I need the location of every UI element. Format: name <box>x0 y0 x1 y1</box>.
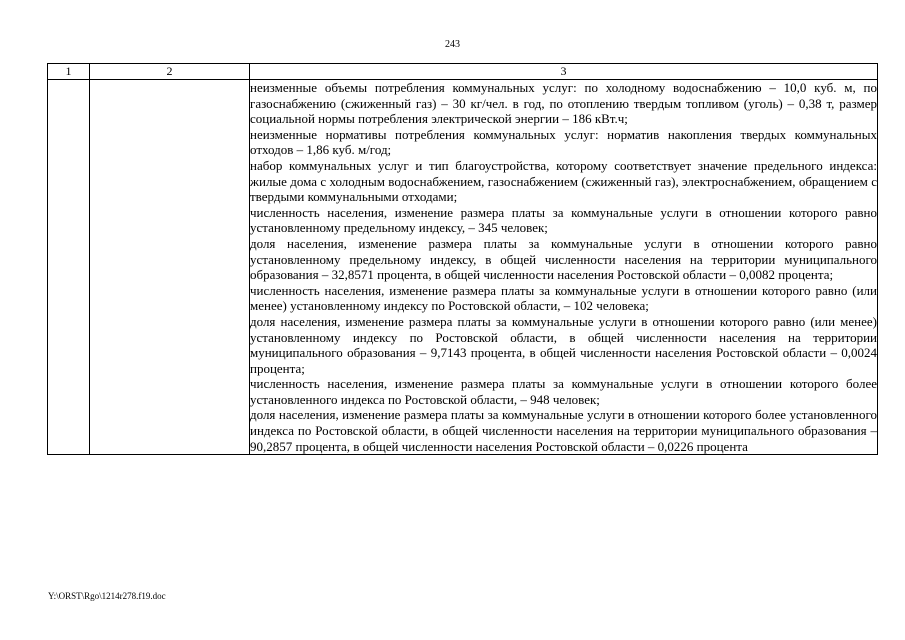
paragraph-population-equal-or-less: численность населения, изменение размера платы за коммунальные услуги в отношении которого равно (или менее) установленному индексу по Ростовской области, – 102 человека; <box>250 282 877 314</box>
column-header-2: 2 <box>90 64 250 80</box>
paragraph-share-equal-or-less: доля населения, изменение размера платы за коммунальные услуги в отношении которого равно (или менее) установленному индексу по Ростовской области, в общей численности населения на территории муниципального образования – 9,7143 процента, в общей численности населения Ростовской области – 0,0024 процента; <box>250 313 877 376</box>
column-header-3: 3 <box>250 64 878 80</box>
table-header-row <box>48 64 878 80</box>
table-cell-col2 <box>90 80 250 455</box>
table-cell-col1 <box>48 80 90 455</box>
footer-file-path: Y:\ORST\Rgo\1214r278.f19.doc <box>48 591 166 601</box>
paragraph-consumption-norms: неизменные нормативы потребления коммунальных услуг: норматив накопления твердых коммунальных отходов – 1,86 куб. м/год; <box>250 126 877 158</box>
table-cell-col3 <box>250 80 878 455</box>
document-table <box>47 63 878 455</box>
paragraph-population-above-index: численность населения, изменение размера платы за коммунальные услуги в отношении которого более установленного индекса по Ростовской области, – 948 человек; <box>250 376 877 407</box>
paragraph-population-equal-limit: численность населения, изменение размера платы за коммунальные услуги в отношении которого равно установленному предельному индексу, – 345 человек; <box>250 204 877 236</box>
paragraph-consumption-volumes: неизменные объемы потребления коммунальных услуг: по холодному водоснабжению – 10,0 куб. м, по газоснабжению (сжиженный газ) – 30 кг/чел. в год, по отоплению твердым топливом (уголь) – 0,38 т, размер социальной нормы потребления электрической энергии – 186 кВт.ч; <box>250 80 877 127</box>
paragraph-services-set: набор коммунальных услуг и тип благоустройства, которому соответствует значение предельного индекса: жилые дома с холодным водоснабжением, газоснабжением (сжиженный газ), электроснабжением, обращением с твердыми коммунальными отходами; <box>250 157 877 205</box>
page-number: 243 <box>445 39 460 50</box>
paragraph-share-equal-limit: доля населения, изменение размера платы за коммунальные услуги в отношении которого равно установленному предельному индексу, в общей численности населения на территории муниципального образования – 32,8571 процента, в общей численности населения Ростовской области – 0,0082 процента; <box>250 235 877 283</box>
paragraph-share-above-index: доля населения, изменение размера платы за коммунальные услуги в отношении которого более установленного индекса по Ростовской области, в общей численности населения на территории муниципального образования – 90,2857 процента, в общей численности населения Ростовской области – 0,0226 процента <box>250 407 877 454</box>
table-row <box>48 80 878 455</box>
column-header-1: 1 <box>48 64 90 80</box>
